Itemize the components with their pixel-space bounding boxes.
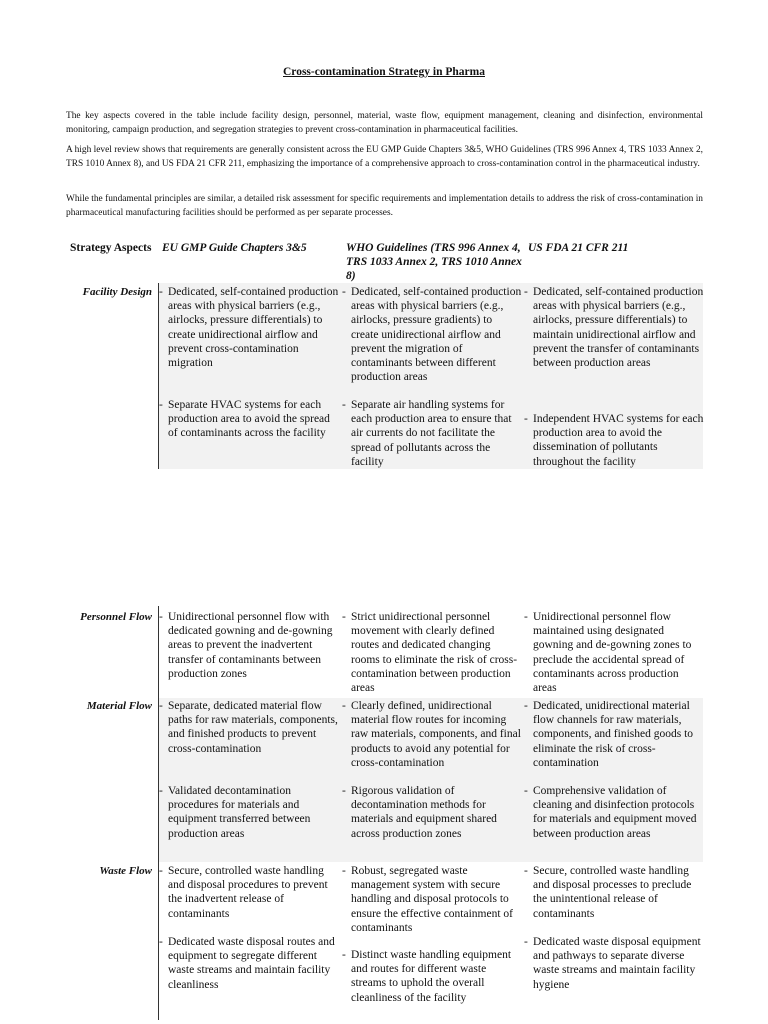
cell-waste-eu-2: - Dedicated waste disposal routes and equipment to segregate different waste streams and maintain facility cleanliness [159, 935, 339, 992]
cell-waste-eu-1: - Secure, controlled waste handling and disposal procedures to prevent the inadvertent release of contaminants [159, 864, 339, 921]
row-label-waste-flow: Waste Flow [99, 865, 152, 877]
header-us-fda: US FDA 21 CFR 211 [528, 242, 629, 254]
cell-material-eu-2: - Validated decontamination procedures for materials and equipment transferred between production areas [159, 784, 339, 841]
header-who: WHO Guidelines (TRS 996 Annex 4, TRS 1033 Annex 2, TRS 1010 Annex 8) [346, 242, 522, 282]
cell-personnel-fda-1: - Unidirectional personnel flow maintained using designated gowning and de-gowning zones to preclude the accidental spread of contaminants across production areas [524, 610, 704, 695]
cell-facility-who-1: - Dedicated, self-contained production areas with physical barriers (e.g., airlocks, pressure gradients) to create unidirectional airflow and prevent the migration of contaminants between different production areas [342, 285, 522, 384]
cell-material-fda-1: - Dedicated, unidirectional material flow channels for raw materials, components, and finished goods to eliminate the risk of cross-contamination [524, 699, 704, 770]
intro-paragraph-3: While the fundamental principles are similar, a detailed risk assessment for specific requirements and implementation details to address the risk of cross-contamination in pharmaceutical manufacturing facilities should be performed as per separate processes. [66, 194, 703, 218]
cell-waste-who-2: - Distinct waste handling equipment and routes for different waste streams to uphold the overall cleanliness of the facility [342, 948, 522, 1005]
row-label-facility-design: Facility Design [82, 286, 152, 298]
cell-facility-eu-1: - Dedicated, self-contained production areas with physical barriers (e.g., airlocks, pressure differentials) to create unidirectional airflow and prevent cross-contamination migration [159, 285, 339, 370]
row-label-personnel-flow: Personnel Flow [80, 611, 152, 623]
cell-material-fda-2: - Comprehensive validation of cleaning and disinfection protocols for materials and equipment moved between production areas [524, 784, 704, 841]
cell-waste-who-1: - Robust, segregated waste management system with secure handling and disposal protocols to ensure the effective containment of contaminants [342, 864, 522, 935]
cell-personnel-eu-1: - Unidirectional personnel flow with dedicated gowning and de-gowning areas to prevent the inadvertent transfer of contaminants between production zones [159, 610, 339, 681]
cell-material-who-1: - Clearly defined, unidirectional material flow routes for incoming raw materials, components, and final products to avoid any potential for cross-contamination [342, 699, 522, 770]
cell-facility-eu-2: - Separate HVAC systems for each production area to avoid the spread of contaminants across the facility [159, 398, 339, 441]
cell-material-eu-1: - Separate, dedicated material flow paths for raw materials, components, and finished products to prevent cross-contamination [159, 699, 339, 756]
header-eu-gmp: EU GMP Guide Chapters 3&5 [162, 242, 307, 254]
cell-facility-fda-2: - Independent HVAC systems for each production area to avoid the dissemination of pollutants throughout the facility [524, 412, 704, 469]
header-strategy-aspects: Strategy Aspects [70, 242, 152, 254]
cell-material-who-2: - Rigorous validation of decontamination methods for materials and equipment shared across production zones [342, 784, 522, 841]
intro-paragraph-2: A high level review shows that requirements are generally consistent across the EU GMP Guide Chapters 3&5, WHO Guidelines (TRS 996 Annex 4, TRS 1033 Annex 2, TRS 1010 Annex 8), and US FDA 21 CFR 211, emphasizing the importance of a comprehensive approach to cross-contamination control in the pharmaceutical industry. [66, 145, 703, 169]
cell-personnel-who-1: - Strict unidirectional personnel movement with clearly defined routes and dedicated changing rooms to eliminate the risk of cross-contamination between production areas [342, 610, 522, 695]
cell-facility-fda-1: - Dedicated, self-contained production areas with physical barriers (e.g., airlocks, pressure differentials) to maintain unidirectional airflow and prevent the transfer of contaminants between production areas [524, 285, 704, 370]
document-title: Cross-contamination Strategy in Pharma [283, 66, 485, 78]
row-label-material-flow: Material Flow [86, 700, 152, 712]
cell-facility-who-2: - Separate air handling systems for each production area to ensure that air currents do not facilitate the spread of pollutants across the facility [342, 398, 522, 469]
cell-waste-fda-2: - Dedicated waste disposal equipment and pathways to separate diverse waste streams and maintain facility hygiene [524, 935, 704, 992]
intro-paragraph-1: The key aspects covered in the table include facility design, personnel, material, waste flow, equipment management, cleaning and disinfection, environmental monitoring, campaign production, and segregation strategies to prevent cross-contamination in pharmaceutical facilities. [66, 111, 703, 135]
cell-waste-fda-1: - Secure, controlled waste handling and disposal processes to preclude the unintentional release of contaminants [524, 864, 704, 921]
